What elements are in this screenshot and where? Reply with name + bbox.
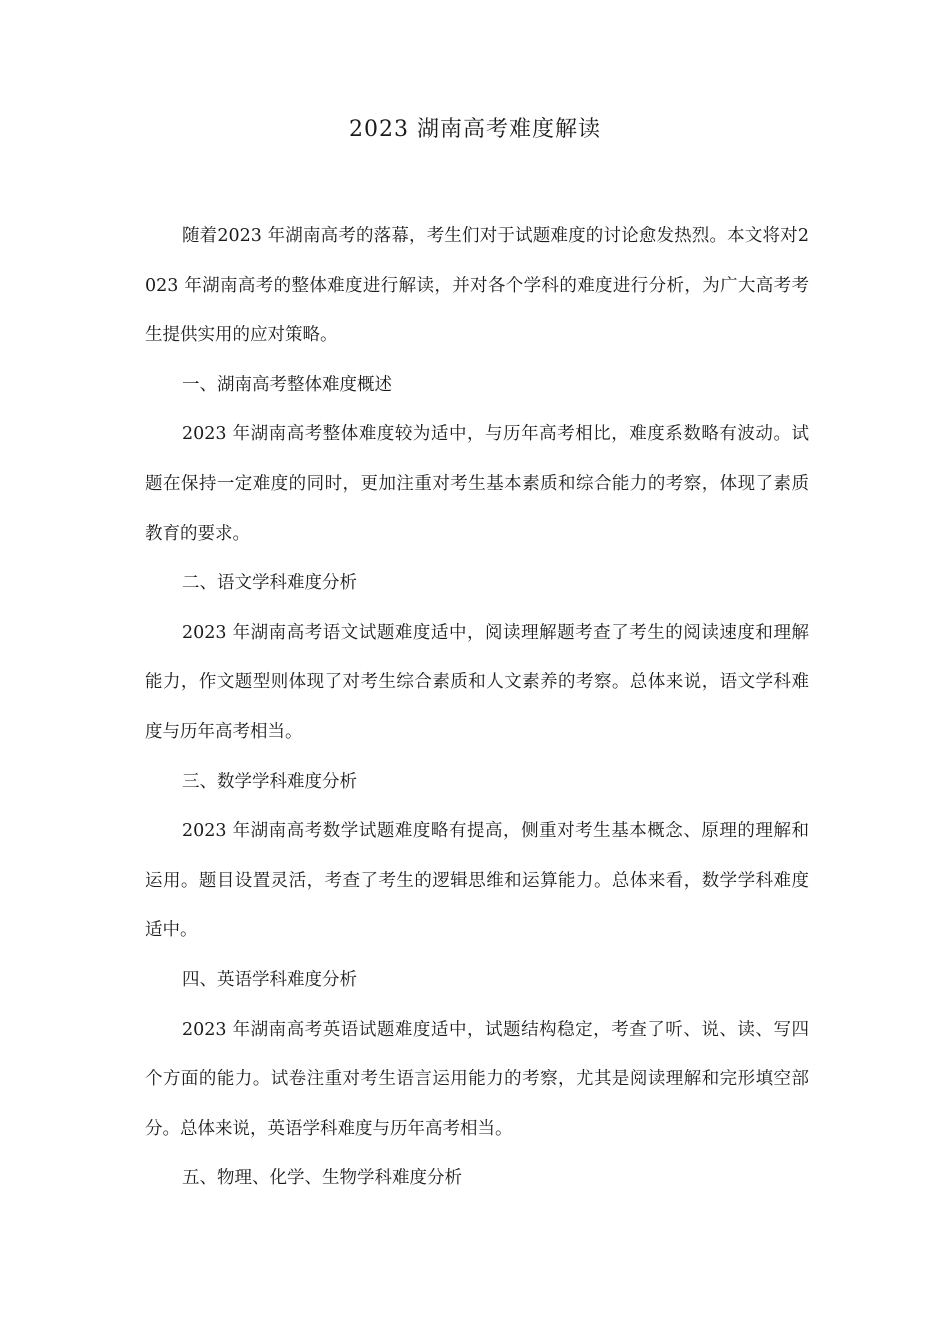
document-title: 2023 湖南高考难度解读: [349, 117, 601, 142]
document-body: [145, 212, 809, 1204]
math-paragraph: 2023 年湖南高考数学试题难度略有提高，侧重对考生基本概念、原理的理解和运用。题目设置灵活，考查了考生的逻辑思维和运算能力。总体来看，数学学科难度适中。: [145, 821, 809, 941]
section-heading-overall: 一、湖南高考整体难度概述: [182, 374, 392, 395]
section-heading-chinese: 二、语文学科难度分析: [182, 573, 357, 594]
section-heading-math: 三、数学学科难度分析: [182, 771, 357, 792]
section-heading-sciences: 五、物理、化学、生物学科难度分析: [182, 1168, 462, 1189]
chinese-paragraph: 2023 年湖南高考语文试题难度适中，阅读理解题考查了考生的阅读速度和理解能力，作文题型则体现了对考生综合素质和人文素养的考察。总体来说，语文学科难度与历年高考相当。: [145, 622, 809, 742]
english-paragraph: 2023 年湖南高考英语试题难度适中，试题结构稳定，考查了听、说、读、写四个方面的能力。试卷注重对考生语言运用能力的考察，尤其是阅读理解和完形填空部分。总体来说，英语学科难度与历年高考相当。: [145, 1019, 809, 1139]
intro-paragraph: 随着2023 年湖南高考的落幕，考生们对于试题难度的讨论愈发热烈。本文将对2023 年湖南高考的整体难度进行解读，并对各个学科的难度进行分析，为广大高考考生提供实用的应对策略。: [145, 226, 809, 346]
section-heading-english: 四、英语学科难度分析: [182, 969, 357, 990]
overall-paragraph: 2023 年湖南高考整体难度较为适中，与历年高考相比，难度系数略有波动。试题在保持一定难度的同时，更加注重对考生基本素质和综合能力的考察，体现了素质教育的要求。: [145, 424, 809, 544]
